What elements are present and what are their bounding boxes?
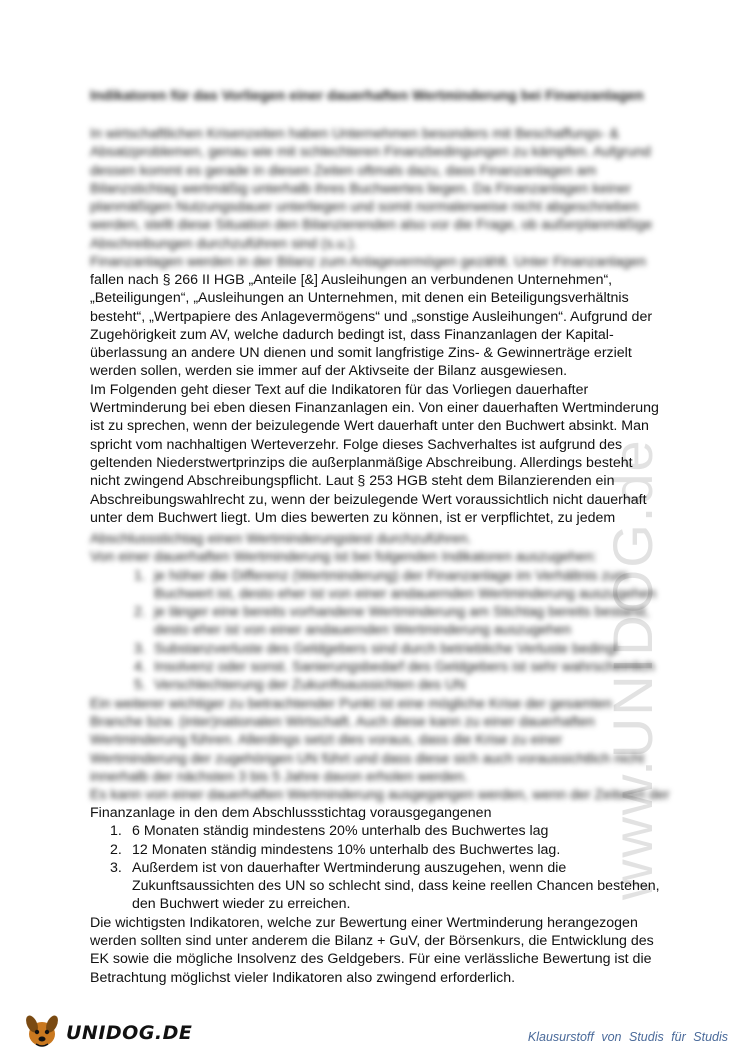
- conclusion-paragraph: Die wichtigsten Indikatoren, welche zur Bewertung einer Wertminderung herangezogen werden sollten sind unter anderem die Bilanz + GuV, der Börsenkurs, die Entwicklung des EK sowie die mögliche Insolvenz des Geldgebers. Für eine verlässliche Bewertung ist die Betrachtung möglichst vieler Indikatoren also zwingend erforderlich.: [90, 914, 654, 986]
- indicator-item: 3. Substanzverluste des Geldgebers sind durch betriebliche Verluste bedingt: [134, 640, 619, 657]
- logo-text: UNIDOG.DE: [66, 1022, 193, 1044]
- paragraph-2-tail: Abschlussstichtag einen Wertminderungstest durchzuführen.: [90, 531, 472, 547]
- indicator-item: 4. Insolvenz oder sonst. Sanierungsbedarf des Geldgebers ist sehr wahrscheinlich: [134, 659, 655, 676]
- paragraph-2-text: Im Folgenden geht dieser Text auf die Indikatoren für das Vorliegen dauerhafter Wertminderung bei eben diesen Finanzanlagen ein. Von einer dauerhaften Wertminderung ist zu sprechen, wenn der beizulegende Wert dauerhaft unter den Buchwert absinkt. Man spricht vom nachhaltigen Werteverzehr. Folge dieses Sachverhaltes ist aufgrund des geltenden Niederstwertprinzips die außerplanmäßige Abschreibung. Allerdings besteht nicht zwingend Abschreibungspflicht. Laut § 253 HGB steht dem Bilanzierenden ein Abschreibungswahlrecht zu, wenn der beizulegende Wert voraussichtlich nicht dauerhaft unter dem Buchwert liegt. Um dies bewerten zu können, ist er verpflichtet, zu jedem: [90, 381, 659, 526]
- document-heading: Indikatoren für das Vorliegen einer dauerhaften Wertminderung bei Finanzanlagen: [90, 88, 644, 104]
- indicator-item: 1. je höher die Differenz (Wertminderung) der Finanzanlage im Verhältnis zum Buchwert ist, desto eher ist von einer andauernden Wertminderung auszugehen: [134, 567, 657, 602]
- paragraph-1: [90, 271, 660, 527]
- dog-icon: [22, 1012, 66, 1052]
- watermark: www.UNIDOG.de: [601, 438, 664, 900]
- blurred-section: [90, 530, 670, 804]
- footer-tagline: Klausurstoff von Studis für Studis: [527, 1030, 728, 1044]
- condition-item: 3. Außerdem ist von dauerhafter Wertminderung auszugehen, wenn die Zukunftsaussichten des UN so schlecht sind, dass keine reellen Chancen bestehen, den Buchwert wieder zu erreichen.: [110, 859, 660, 913]
- conditions-section: [90, 804, 660, 987]
- paragraph-4-first-line-blurred: Es kann von einer dauerhaften Wertminderung ausgegangen werden, wenn der Zeitwert der: [90, 787, 670, 804]
- condition-item: 2. 12 Monaten ständig mindestens 10% unterhalb des Buchwertes lag.: [110, 841, 561, 858]
- indicator-item: 5. Verschlechterung der Zukunftsaussichten des UN: [134, 677, 466, 694]
- paragraph-1-first-line-blurred: Finanzanlagen werden in der Bilanz zum Anlagevermögen gezählt. Unter Finanzanlagen: [90, 254, 647, 270]
- indicator-item: 2. je länger eine bereits vorhandene Wertminderung am Stichtag bereits bestand, desto eher ist von einer andauernden Wertminderung auszugehen: [134, 604, 650, 639]
- indicator-list: [90, 567, 660, 695]
- intro-paragraph-blurred: In wirtschaftlichen Krisenzeiten haben Unternehmen besonders mit Beschaffungs- & Absatzproblemen, genau wie mit schlechteren Finanzbedingungen zu kämpfen. Aufgrund dessen kommt es gerade in diesen Zeiten oftmals dazu, dass Finanzanlagen am Bilanzstichtag wertmäßig unterhalb ihres Buchwertes liegen. Da Finanzanlagen keiner planmäßigen Nutzungsdauer unterliegen und somit normalerweise nicht abgeschrieben werden, stellt diese Situation den Bilanzierenden also vor die Frage, ob außerplanmäßige Abschreibungen durchzuführen sind (s.u.).: [90, 126, 653, 252]
- unidog-logo: [22, 1012, 193, 1052]
- paragraph-3-blurred: Ein weiterer wichtiger zu betrachtender Punkt ist eine mögliche Krise der gesamten Branche bzw. (inter)nationalen Wirtschaft. Auch diese kann zu einer dauerhaften Wertminderung führen. Allerdings setzt dies voraus, dass die Krise zu einer Wertminderung der zugehörigen UN führt und dass diese sich auch voraussichtlich nicht innerhalb der nächsten 3 bis 5 Jahre davon erholen werden.: [90, 695, 645, 785]
- condition-list: [90, 822, 660, 913]
- paragraph-4-text: Finanzanlage in den dem Abschlussstichtag vorausgegangenen: [90, 805, 492, 821]
- indicators-intro: Von einer dauerhaften Wertminderung ist bei folgenden Indikatoren auszugehen:: [90, 549, 597, 566]
- paragraph-1-text: fallen nach § 266 II HGB „Anteile [&] Ausleihungen an verbundenen Unternehmen“, „Beteiligungen“, „Ausleihungen an Unternehmen, mit denen ein Beteiligungsverhältnis besteht“, „Wertpapiere des Anlagevermögens“ und „sonstige Ausleihungen“. Aufgrund der Zugehörigkeit zum AV, welche dadurch bedingt ist, dass Finanzanlagen der Kapital-überlassung an andere UN dienen und somit langfristige Zins- & Gewinnerträge erzielt werden sollen, werden sie immer auf der Aktivseite der Bilanz ausgewiesen.: [90, 272, 653, 380]
- condition-item: 1. 6 Monaten ständig mindestens 20% unterhalb des Buchwertes lag: [110, 823, 549, 840]
